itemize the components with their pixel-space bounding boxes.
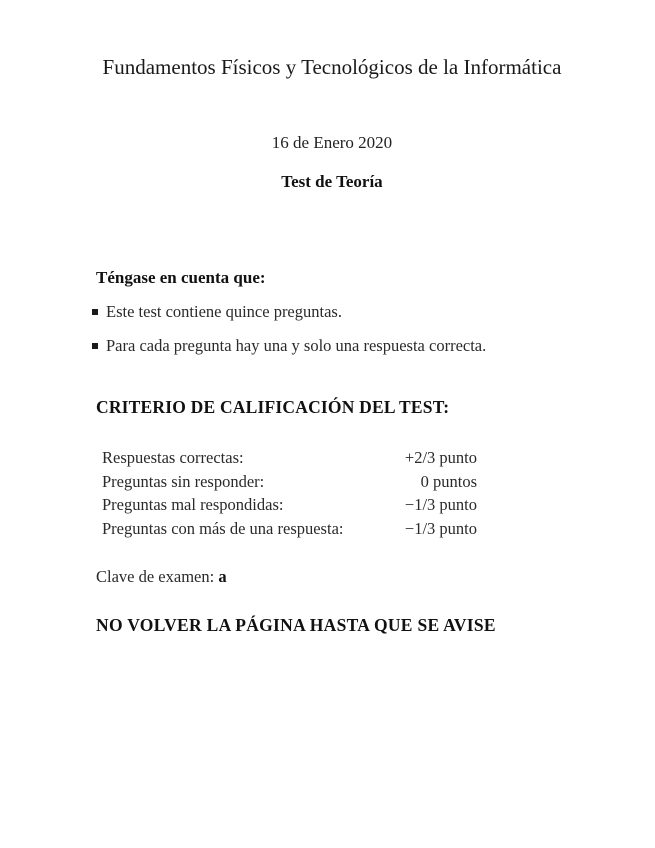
list-item — [92, 300, 486, 334]
grading-label: Respuestas correctas: — [102, 448, 244, 467]
table-row — [102, 493, 477, 517]
bullet-square-icon — [92, 343, 98, 349]
table-row — [102, 446, 477, 470]
grading-label: Preguntas con más de una respuesta: — [102, 518, 344, 538]
note-text: Este test contiene quince preguntas. — [106, 302, 342, 321]
exam-subtitle: Test de Teoría — [281, 172, 383, 191]
grading-table — [102, 446, 477, 540]
exam-key — [96, 567, 227, 587]
table-row — [102, 470, 477, 494]
grading-value: 0 puntos — [420, 471, 477, 491]
criteria-heading: CRITERIO DE CALIFICACIÓN DEL TEST: — [96, 397, 450, 417]
notes-list — [92, 300, 486, 368]
bullet-square-icon — [92, 309, 98, 315]
grading-value: −1/3 punto — [404, 495, 477, 514]
note-text: Para cada pregunta hay una y solo una respuesta correcta. — [106, 336, 487, 355]
document-title: Fundamentos Físicos y Tecnológicos de la Informática — [102, 55, 562, 79]
grading-label: Preguntas mal respondidas: — [102, 495, 284, 514]
grading-label: Preguntas sin responder: — [102, 471, 265, 491]
exam-date: 16 de Enero 2020 — [271, 133, 393, 152]
table-row — [102, 517, 477, 541]
grading-value: +2/3 punto — [404, 448, 477, 467]
do-not-turn-warning: NO VOLVER LA PÁGINA HASTA QUE SE AVISE — [96, 615, 496, 635]
exam-key-label: Clave de examen: — [96, 567, 215, 586]
exam-key-value: a — [218, 567, 227, 586]
list-item — [92, 334, 486, 368]
notes-heading: Téngase en cuenta que: — [96, 268, 266, 287]
grading-value: −1/3 punto — [404, 518, 477, 538]
